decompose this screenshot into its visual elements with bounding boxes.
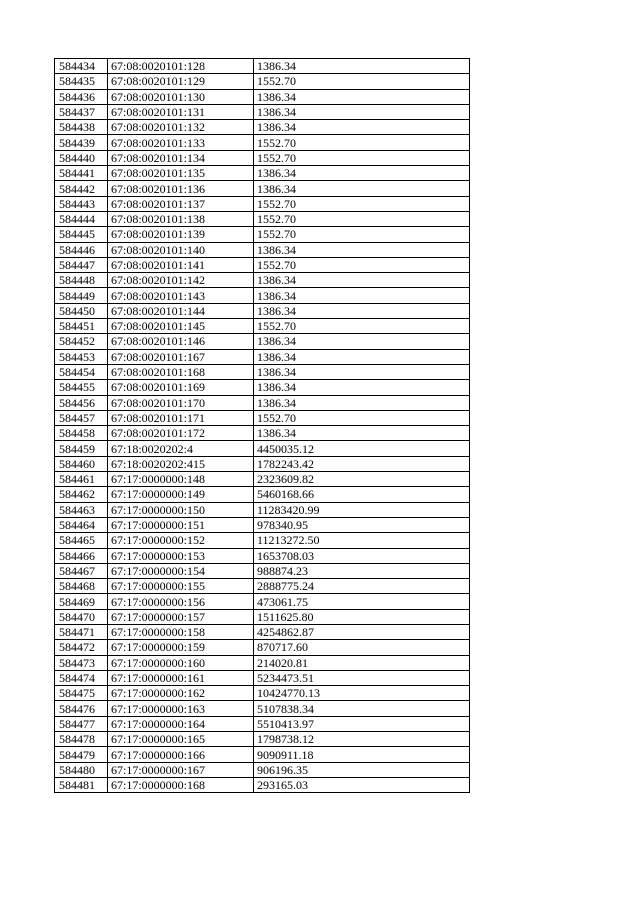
row-id-cell: 584438 [55, 120, 108, 135]
cadastral-number-cell: 67:08:0020101:167 [108, 349, 254, 364]
cadastral-number-cell: 67:08:0020101:171 [108, 410, 254, 425]
value-cell: 1386.34 [254, 166, 470, 181]
row-id-cell: 584437 [55, 104, 108, 119]
table-row [55, 624, 470, 639]
row-id-cell: 584436 [55, 89, 108, 104]
value-cell: 5460168.66 [254, 487, 470, 502]
cadastral-number-cell: 67:17:0000000:157 [108, 609, 254, 624]
cadastral-number-cell: 67:17:0000000:165 [108, 732, 254, 747]
cadastral-number-cell: 67:08:0020101:172 [108, 426, 254, 441]
row-id-cell: 584464 [55, 517, 108, 532]
value-cell: 1552.70 [254, 135, 470, 150]
cadastral-number-cell: 67:08:0020101:137 [108, 196, 254, 211]
table-row [55, 456, 470, 471]
row-id-cell: 584459 [55, 441, 108, 456]
table-row [55, 487, 470, 502]
cadastral-number-cell: 67:08:0020101:133 [108, 135, 254, 150]
cadastral-number-cell: 67:17:0000000:160 [108, 655, 254, 670]
value-cell: 1386.34 [254, 364, 470, 379]
row-id-cell: 584465 [55, 533, 108, 548]
row-id-cell: 584460 [55, 456, 108, 471]
value-cell: 1552.70 [254, 196, 470, 211]
cadastral-number-cell: 67:17:0000000:153 [108, 548, 254, 563]
row-id-cell: 584472 [55, 640, 108, 655]
table-row [55, 150, 470, 165]
table-row [55, 227, 470, 242]
row-id-cell: 584470 [55, 609, 108, 624]
table-row [55, 517, 470, 532]
cadastral-number-cell: 67:08:0020101:146 [108, 334, 254, 349]
table-row [55, 334, 470, 349]
row-id-cell: 584448 [55, 273, 108, 288]
table-row [55, 257, 470, 272]
value-cell: 1552.70 [254, 150, 470, 165]
cadastral-number-cell: 67:08:0020101:143 [108, 288, 254, 303]
value-cell: 4450035.12 [254, 441, 470, 456]
cadastral-number-cell: 67:08:0020101:131 [108, 104, 254, 119]
cadastral-number-cell: 67:17:0000000:166 [108, 747, 254, 762]
table-row [55, 135, 470, 150]
value-cell: 5107838.34 [254, 701, 470, 716]
row-id-cell: 584445 [55, 227, 108, 242]
value-cell: 1386.34 [254, 120, 470, 135]
row-id-cell: 584478 [55, 732, 108, 747]
cadastral-number-cell: 67:08:0020101:140 [108, 242, 254, 257]
cadastral-number-cell: 67:08:0020101:139 [108, 227, 254, 242]
value-cell: 11213272.50 [254, 533, 470, 548]
cadastral-number-cell: 67:17:0000000:148 [108, 472, 254, 487]
cadastral-number-cell: 67:17:0000000:151 [108, 517, 254, 532]
value-cell: 473061.75 [254, 594, 470, 609]
cadastral-number-cell: 67:17:0000000:163 [108, 701, 254, 716]
cadastral-number-cell: 67:08:0020101:170 [108, 395, 254, 410]
value-cell: 1386.34 [254, 242, 470, 257]
cadastral-number-cell: 67:17:0000000:156 [108, 594, 254, 609]
row-id-cell: 584435 [55, 74, 108, 89]
value-cell: 870717.60 [254, 640, 470, 655]
row-id-cell: 584463 [55, 502, 108, 517]
table-row [55, 196, 470, 211]
table-row [55, 686, 470, 701]
row-id-cell: 584468 [55, 579, 108, 594]
value-cell: 5234473.51 [254, 670, 470, 685]
table-row [55, 104, 470, 119]
row-id-cell: 584456 [55, 395, 108, 410]
table-row [55, 74, 470, 89]
cadastral-number-cell: 67:17:0000000:149 [108, 487, 254, 502]
table-row [55, 716, 470, 731]
table-row [55, 426, 470, 441]
row-id-cell: 584476 [55, 701, 108, 716]
cadastral-number-cell: 67:08:0020101:138 [108, 211, 254, 226]
table-row [55, 89, 470, 104]
table-row [55, 441, 470, 456]
value-cell: 11283420.99 [254, 502, 470, 517]
value-cell: 988874.23 [254, 563, 470, 578]
value-cell: 10424770.13 [254, 686, 470, 701]
cadastral-number-cell: 67:17:0000000:154 [108, 563, 254, 578]
table-row [55, 777, 470, 792]
value-cell: 1798738.12 [254, 732, 470, 747]
table-row [55, 762, 470, 777]
value-cell: 4254862.87 [254, 624, 470, 639]
table-row [55, 303, 470, 318]
cadastral-number-cell: 67:08:0020101:130 [108, 89, 254, 104]
value-cell: 1386.34 [254, 59, 470, 74]
table-row [55, 242, 470, 257]
row-id-cell: 584450 [55, 303, 108, 318]
value-cell: 5510413.97 [254, 716, 470, 731]
table-row [55, 410, 470, 425]
table-row [55, 364, 470, 379]
row-id-cell: 584467 [55, 563, 108, 578]
row-id-cell: 584434 [55, 59, 108, 74]
row-id-cell: 584442 [55, 181, 108, 196]
row-id-cell: 584440 [55, 150, 108, 165]
cadastral-number-cell: 67:17:0000000:167 [108, 762, 254, 777]
value-cell: 1386.34 [254, 89, 470, 104]
table-row [55, 747, 470, 762]
cadastral-number-cell: 67:08:0020101:145 [108, 319, 254, 334]
value-cell: 1653708.03 [254, 548, 470, 563]
table-row [55, 380, 470, 395]
table-row [55, 670, 470, 685]
value-cell: 1552.70 [254, 227, 470, 242]
row-id-cell: 584449 [55, 288, 108, 303]
value-cell: 1386.34 [254, 303, 470, 318]
row-id-cell: 584473 [55, 655, 108, 670]
row-id-cell: 584480 [55, 762, 108, 777]
table-row [55, 319, 470, 334]
table-row [55, 609, 470, 624]
cadastral-number-cell: 67:08:0020101:136 [108, 181, 254, 196]
table-row [55, 288, 470, 303]
cadastral-number-cell: 67:17:0000000:159 [108, 640, 254, 655]
row-id-cell: 584452 [55, 334, 108, 349]
value-cell: 1386.34 [254, 334, 470, 349]
value-cell: 1386.34 [254, 426, 470, 441]
cadastral-number-cell: 67:08:0020101:134 [108, 150, 254, 165]
row-id-cell: 584475 [55, 686, 108, 701]
table-row [55, 594, 470, 609]
cadastral-number-cell: 67:17:0000000:150 [108, 502, 254, 517]
value-cell: 1552.70 [254, 257, 470, 272]
cadastral-number-cell: 67:18:0020202:415 [108, 456, 254, 471]
table-row [55, 563, 470, 578]
value-cell: 1782243.42 [254, 456, 470, 471]
value-cell: 1386.34 [254, 395, 470, 410]
row-id-cell: 584451 [55, 319, 108, 334]
cadastral-number-cell: 67:17:0000000:162 [108, 686, 254, 701]
cadastral-number-cell: 67:08:0020101:168 [108, 364, 254, 379]
row-id-cell: 584454 [55, 364, 108, 379]
value-cell: 1386.34 [254, 181, 470, 196]
row-id-cell: 584447 [55, 257, 108, 272]
value-cell: 214020.81 [254, 655, 470, 670]
cadastral-number-cell: 67:08:0020101:135 [108, 166, 254, 181]
row-id-cell: 584477 [55, 716, 108, 731]
value-cell: 1552.70 [254, 211, 470, 226]
table-body [55, 59, 470, 793]
row-id-cell: 584469 [55, 594, 108, 609]
table-row [55, 349, 470, 364]
row-id-cell: 584462 [55, 487, 108, 502]
value-cell: 1552.70 [254, 319, 470, 334]
value-cell: 2323609.82 [254, 472, 470, 487]
value-cell: 1552.70 [254, 410, 470, 425]
value-cell: 1552.70 [254, 74, 470, 89]
table-row [55, 273, 470, 288]
table-row [55, 579, 470, 594]
value-cell: 1386.34 [254, 273, 470, 288]
row-id-cell: 584453 [55, 349, 108, 364]
row-id-cell: 584441 [55, 166, 108, 181]
cadastral-number-cell: 67:08:0020101:128 [108, 59, 254, 74]
row-id-cell: 584461 [55, 472, 108, 487]
cadastral-number-cell: 67:08:0020101:129 [108, 74, 254, 89]
row-id-cell: 584457 [55, 410, 108, 425]
cadastral-number-cell: 67:08:0020101:142 [108, 273, 254, 288]
table-row [55, 533, 470, 548]
table-row [55, 701, 470, 716]
cadastral-number-cell: 67:08:0020101:141 [108, 257, 254, 272]
row-id-cell: 584479 [55, 747, 108, 762]
value-cell: 906196.35 [254, 762, 470, 777]
value-cell: 1511625.80 [254, 609, 470, 624]
table-row [55, 395, 470, 410]
table-row [55, 472, 470, 487]
value-cell: 1386.34 [254, 380, 470, 395]
data-table [54, 58, 470, 793]
row-id-cell: 584471 [55, 624, 108, 639]
row-id-cell: 584446 [55, 242, 108, 257]
row-id-cell: 584443 [55, 196, 108, 211]
row-id-cell: 584474 [55, 670, 108, 685]
cadastral-number-cell: 67:18:0020202:4 [108, 441, 254, 456]
table-row [55, 181, 470, 196]
row-id-cell: 584466 [55, 548, 108, 563]
table-row [55, 166, 470, 181]
cadastral-number-cell: 67:17:0000000:168 [108, 777, 254, 792]
value-cell: 1386.34 [254, 104, 470, 119]
table-row [55, 640, 470, 655]
row-id-cell: 584439 [55, 135, 108, 150]
value-cell: 9090911.18 [254, 747, 470, 762]
row-id-cell: 584481 [55, 777, 108, 792]
value-cell: 1386.34 [254, 288, 470, 303]
table-row [55, 120, 470, 135]
row-id-cell: 584444 [55, 211, 108, 226]
cadastral-number-cell: 67:08:0020101:144 [108, 303, 254, 318]
table-row [55, 211, 470, 226]
row-id-cell: 584458 [55, 426, 108, 441]
table-row [55, 548, 470, 563]
value-cell: 2888775.24 [254, 579, 470, 594]
row-id-cell: 584455 [55, 380, 108, 395]
value-cell: 293165.03 [254, 777, 470, 792]
cadastral-number-cell: 67:17:0000000:164 [108, 716, 254, 731]
table-row [55, 655, 470, 670]
table-row [55, 732, 470, 747]
cadastral-number-cell: 67:17:0000000:155 [108, 579, 254, 594]
cadastral-number-cell: 67:17:0000000:161 [108, 670, 254, 685]
cadastral-number-cell: 67:17:0000000:152 [108, 533, 254, 548]
table-row [55, 502, 470, 517]
value-cell: 1386.34 [254, 349, 470, 364]
cadastral-number-cell: 67:17:0000000:158 [108, 624, 254, 639]
value-cell: 978340.95 [254, 517, 470, 532]
table-row [55, 59, 470, 74]
cadastral-number-cell: 67:08:0020101:169 [108, 380, 254, 395]
cadastral-number-cell: 67:08:0020101:132 [108, 120, 254, 135]
